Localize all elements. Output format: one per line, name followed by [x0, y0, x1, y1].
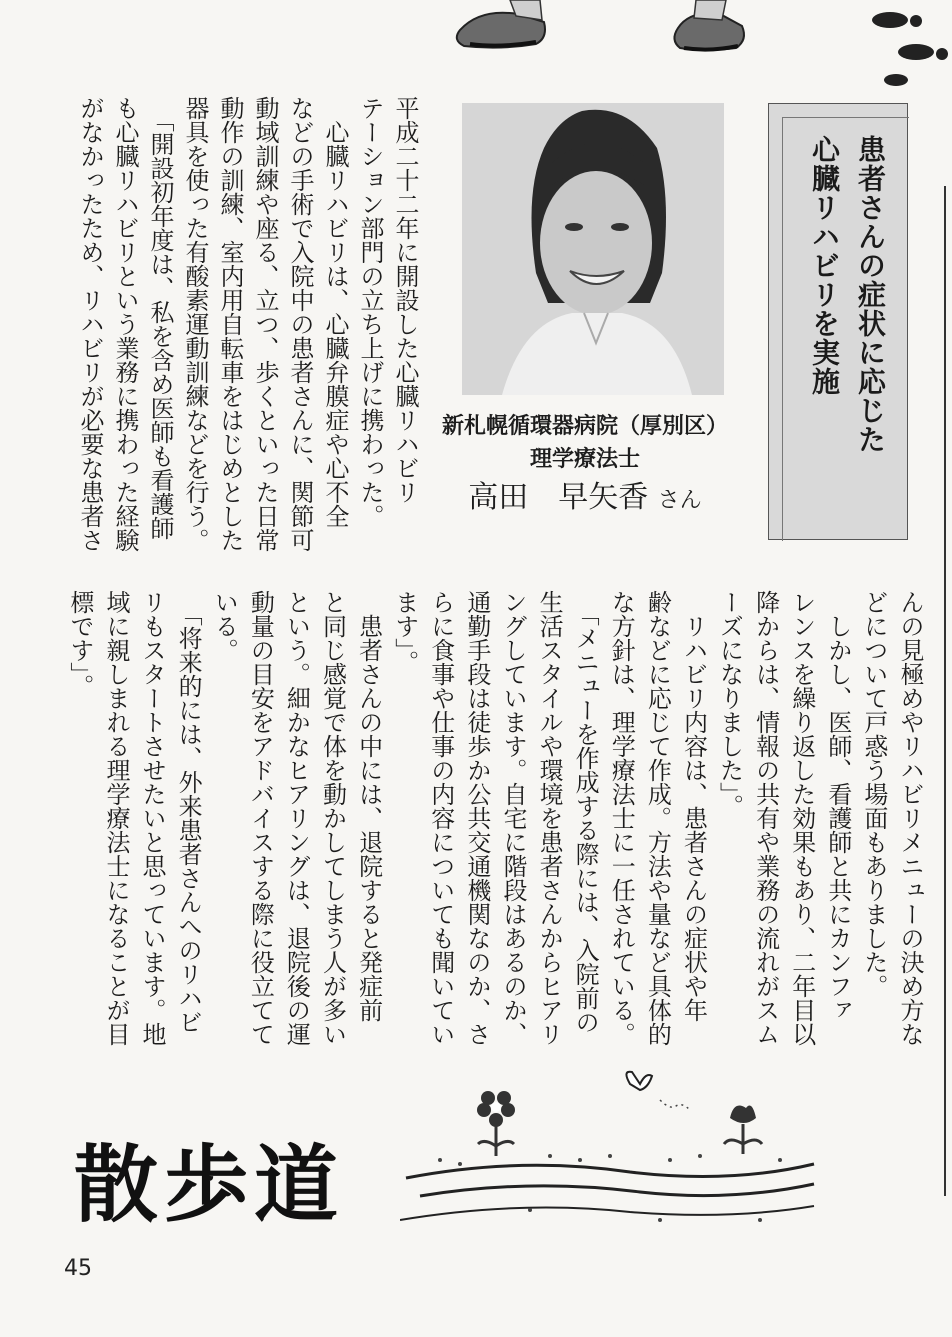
article-line: 器具を使った有酸素運動訓練などを行う。 [181, 96, 209, 552]
article-line: らに食事や仕事の内容についても聞いてい [426, 590, 455, 1046]
article-line: 患者さんの中には、退院すると発症前 [354, 590, 383, 1022]
article-line: な方針は、理学療法士に一任されている。 [607, 590, 636, 1046]
article-line: しかし、医師、看護師と共にカンファ [823, 590, 852, 1022]
shoes-illustration [440, 0, 770, 70]
article-line: 標です」。 [65, 590, 94, 698]
article-line: ーズになりました」。 [715, 590, 744, 818]
article-line: と同じ感覚で体を動かしてしまう人が多い [318, 590, 347, 1046]
article-line: どについて戸惑う場面もありました。 [859, 590, 888, 998]
article-line: 降からは、情報の共有や業務の流れがスム [751, 590, 780, 1046]
article-line: んの見極めやリハビリメニューの決め方な [896, 590, 924, 1046]
article-line: 域に親しまれる理学療法士になることが目 [101, 590, 130, 1046]
article-line: 「メニューを作成する際には、入院前の [571, 590, 600, 1034]
article-line: ングしています。自宅に階段はあるのか、 [498, 590, 527, 1046]
article-line: も心臓リハビリという業務に携わった経験 [111, 96, 139, 552]
article-line: 動作の訓練、室内用自転車をはじめとした [216, 96, 244, 552]
article-line: リもスタートさせたいと思っています。地 [138, 590, 167, 1046]
person-name-line [420, 472, 750, 516]
article-line: ます」。 [390, 590, 419, 674]
article-line: 動量の目安をアドバイスする際に役立てて [246, 590, 275, 1046]
article-line: レンスを繰り返した効果もあり、二年目以 [787, 590, 816, 1046]
article-line: リハビリ内容は、患者さんの症状や年 [679, 590, 708, 1022]
portrait-photo [462, 103, 724, 395]
article-line: いる。 [210, 590, 239, 662]
article-line: 生活スタイルや環境を患者さんからヒアリ [535, 590, 564, 1046]
article-line: 齢などに応じて作成。方法や量など具体的 [643, 590, 672, 1046]
page-number: 45 [64, 1256, 92, 1281]
article-line: 動域訓練や座る、立つ、歩くといった日常 [251, 96, 279, 552]
article-headline-line2: 心臓リハビリを実施 [808, 135, 841, 396]
article-line: などの手術で入院中の患者さんに、関節可 [286, 96, 314, 552]
article-line: 通勤手段は徒歩か公共交通機関なのか、さ [462, 590, 491, 1046]
article-line: 「開設初年度は、私を含め医師も看護師 [146, 96, 174, 540]
path-flowers-illustration [400, 1060, 820, 1240]
article-line: 「将来的には、外来患者さんへのリハビ [174, 590, 203, 1034]
article-line: テーション部門の立ち上げに携わった。 [356, 96, 384, 528]
job-title: 理学療法士 [529, 447, 640, 472]
honorific: さん [657, 488, 702, 513]
section-title: 散歩道 [74, 1136, 345, 1234]
article-line: がなかったため、リハビリが必要な患者さ [76, 96, 104, 552]
person-name: 高田 早矢香 [468, 480, 649, 515]
footprints-icon [860, 4, 952, 94]
article-lower-block [60, 590, 928, 1060]
margin-rule [944, 186, 946, 1196]
article-line: という。細かなヒアリングは、退院後の運 [282, 590, 311, 1046]
article-line: 心臓リハビリは、心臓弁膜症や心不全 [321, 96, 349, 528]
hospital-name: 新札幌循環器病院（厚別区） [441, 414, 728, 439]
article-line: 平成二十二年に開設した心臓リハビリ [391, 96, 419, 504]
article-upper-block [60, 96, 422, 566]
article-headline-line1: 患者さんの症状に応じた [854, 135, 887, 454]
